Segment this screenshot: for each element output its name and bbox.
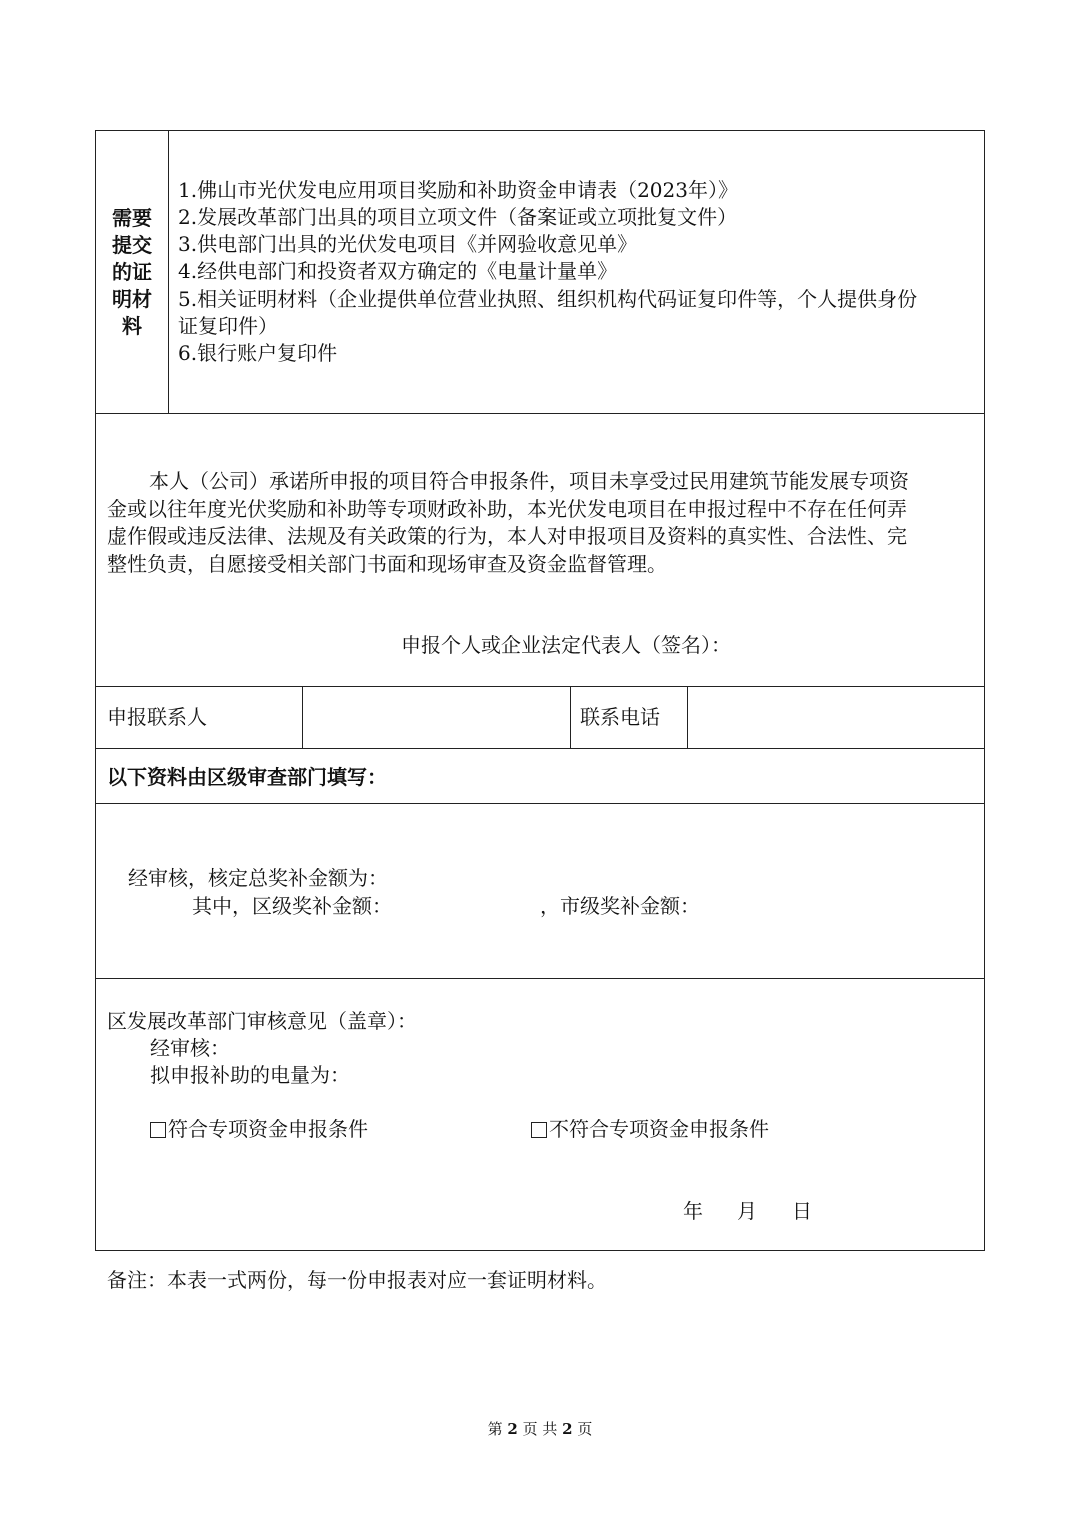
total-amount-label: 经审核，核定总奖补金额为： — [128, 866, 388, 890]
row-divider — [95, 413, 985, 414]
dept-opinion-title: 区发展改革部门审核意见（盖章）： — [107, 1009, 417, 1033]
table-border-top — [95, 130, 985, 131]
review-header: 以下资料由区级审查部门填写： — [107, 765, 387, 789]
option-eligible[interactable] — [150, 1116, 368, 1143]
footer-mid: 页 共 — [522, 1420, 558, 1438]
materials-label — [97, 205, 167, 340]
planned-power-label: 拟申报补助的电量为： — [150, 1063, 350, 1087]
page-footer — [0, 1418, 1080, 1439]
option-eligible-label: 符合专项资金申报条件 — [168, 1117, 368, 1141]
row-divider — [95, 748, 985, 749]
footer-page-number: 2 — [507, 1420, 518, 1438]
reviewed-label: 经审核： — [150, 1036, 230, 1060]
footer-total-pages: 2 — [562, 1420, 573, 1438]
commitment-line: 本人（公司）承诺所申报的项目符合申报条件，项目未享受过民用建筑节能发展专项资 — [149, 469, 909, 493]
commitment-line: 金或以往年度光伏奖励和补助等专项财政补助，本光伏发电项目在申报过程中不存在任何弄 — [107, 497, 907, 521]
contact-person-label: 申报联系人 — [107, 705, 207, 729]
contact-divider — [302, 686, 303, 748]
table-border-right — [984, 130, 985, 1251]
materials-column-divider — [168, 130, 169, 413]
date-month-label: 月 — [737, 1199, 757, 1223]
materials-label-line: 需要 — [112, 206, 152, 230]
contact-divider — [687, 686, 688, 748]
table-border-left — [95, 130, 96, 1251]
checkbox-eligible[interactable] — [150, 1122, 166, 1138]
materials-label-line: 提交 — [112, 233, 152, 257]
commitment-line: 整性负责，自愿接受相关部门书面和现场审查及资金监督管理。 — [107, 552, 667, 576]
city-amount-label: ，市级奖补金额： — [540, 894, 700, 918]
date-day-label: 日 — [792, 1199, 812, 1223]
materials-item: 5.相关证明材料（企业提供单位营业执照、组织机构代码证复印件等，个人提供身份 — [178, 287, 918, 311]
materials-item: 证复印件） — [178, 314, 278, 338]
signature-label: 申报个人或企业法定代表人（签名）： — [401, 633, 731, 657]
row-divider — [95, 686, 985, 687]
row-divider — [95, 803, 985, 804]
footer-suffix: 页 — [577, 1420, 593, 1438]
table-border-bottom — [95, 1250, 985, 1251]
contact-divider — [570, 686, 571, 748]
checkbox-not-eligible[interactable] — [531, 1122, 547, 1138]
materials-item: 2.发展改革部门出具的项目立项文件（备案证或立项批复文件） — [178, 205, 738, 229]
materials-label-line: 的证 — [112, 260, 152, 284]
commitment-line: 虚作假或违反法律、法规及有关政策的行为，本人对申报项目及资料的真实性、合法性、完 — [107, 524, 907, 548]
footer-prefix: 第 — [487, 1420, 503, 1438]
materials-item: 1.佛山市光伏发电应用项目奖励和补助资金申请表（2023年）》 — [178, 178, 738, 202]
materials-item: 3.供电部门出具的光伏发电项目《并网验收意见单》 — [178, 232, 638, 256]
district-amount-label: 其中，区级奖补金额： — [192, 894, 392, 918]
contact-phone-label: 联系电话 — [580, 705, 660, 729]
option-not-eligible[interactable] — [531, 1116, 769, 1143]
note-text: 备注：本表一式两份，每一份申报表对应一套证明材料。 — [107, 1268, 607, 1292]
row-divider — [95, 978, 985, 979]
materials-label-line: 明材 — [112, 287, 152, 311]
option-not-eligible-label: 不符合专项资金申报条件 — [549, 1117, 769, 1141]
materials-label-line: 料 — [122, 314, 142, 338]
materials-item: 4.经供电部门和投资者双方确定的《电量计量单》 — [178, 259, 618, 283]
materials-item: 6.银行账户复印件 — [178, 341, 338, 365]
date-year-label: 年 — [683, 1199, 703, 1223]
